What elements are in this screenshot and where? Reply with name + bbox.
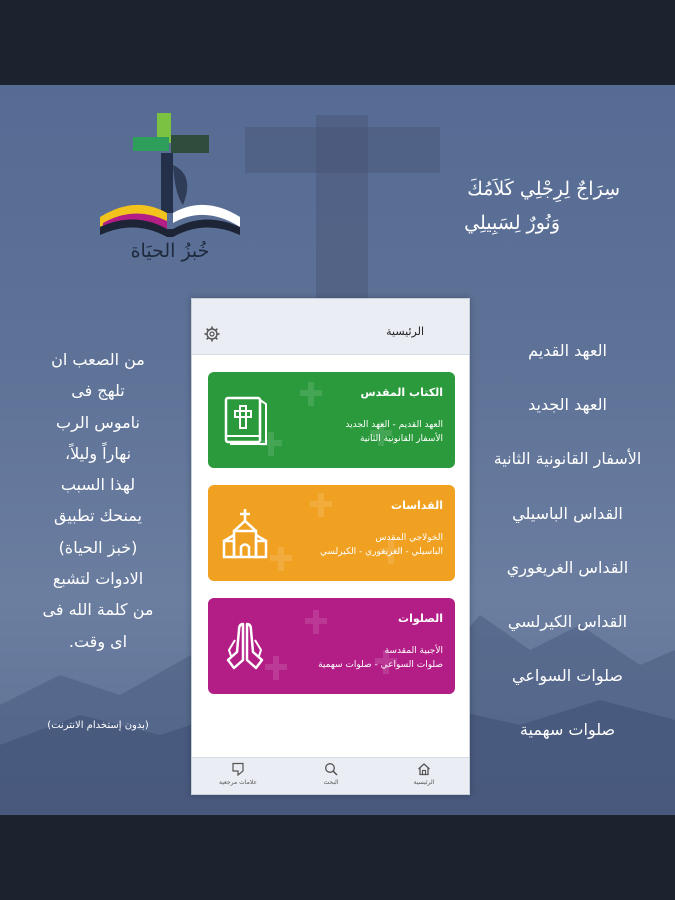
card-subtitle: صلوات السواعي - صلوات سهمية bbox=[318, 660, 443, 670]
prayers-card[interactable] bbox=[208, 598, 455, 694]
app-description bbox=[18, 344, 178, 657]
bottom-tab-bar bbox=[192, 757, 469, 794]
card-subtitle: الباسيلي - الغريغوري - الكيرلسي bbox=[320, 547, 443, 557]
description-line: الادوات لتشبع bbox=[52, 569, 144, 589]
scripture-verse bbox=[380, 172, 620, 240]
feature-item: القداس الغريغوري bbox=[506, 557, 629, 577]
card-title: الصلوات bbox=[398, 612, 443, 625]
tab-home[interactable] bbox=[389, 762, 459, 786]
feature-item: القداس الباسيلي bbox=[512, 503, 623, 523]
church-icon bbox=[220, 507, 270, 561]
verse-line-1: سِرَاجٌ لِرِجْلِي كَلاَمُكَ bbox=[467, 178, 620, 200]
page-title: الرئيسية bbox=[386, 325, 424, 338]
feature-item: القداس الكيرلسي bbox=[507, 611, 628, 631]
description-line: من كلمة الله فى bbox=[42, 600, 154, 620]
bible-card[interactable] bbox=[208, 372, 455, 468]
tab-label: البحث bbox=[323, 779, 339, 786]
verse-line-2: وَنُورٌ لِسَبِيلِي bbox=[464, 212, 560, 234]
description-line: (خبز الحياة) bbox=[58, 537, 138, 557]
description-line: ناموس الرب bbox=[56, 412, 140, 432]
description-line: يمنحك تطبيق bbox=[53, 506, 142, 526]
tab-bookmarks[interactable] bbox=[203, 762, 273, 786]
search-icon bbox=[324, 762, 338, 776]
description-line: لهذا السبب bbox=[60, 475, 136, 495]
card-subtitle: الخولاجي المقدس bbox=[375, 533, 443, 543]
tab-label: الرئيسية bbox=[413, 779, 435, 786]
card-title: الكتاب المقدس bbox=[360, 386, 443, 399]
praying-hands-icon bbox=[220, 620, 270, 674]
liturgies-card[interactable] bbox=[208, 485, 455, 581]
feature-item: صلوات سهمية bbox=[519, 720, 616, 740]
feature-item: صلوات السواعي bbox=[512, 666, 623, 686]
card-subtitle: الأسفار القانونية الثانية bbox=[359, 434, 443, 444]
offline-note: (بدون إستخدام الانترنت) bbox=[47, 720, 149, 731]
bottom-letterbox bbox=[0, 815, 675, 900]
tab-search[interactable] bbox=[296, 762, 366, 786]
card-subtitle: الأجبية المقدسة bbox=[384, 646, 443, 656]
card-title: القداسات bbox=[391, 499, 443, 512]
feature-item: العهد الجديد bbox=[528, 395, 607, 415]
description-line: تلهج فى bbox=[71, 381, 125, 401]
app-header bbox=[192, 299, 469, 355]
tab-label: علامات مرجعية bbox=[219, 779, 257, 786]
logo-text: خُبزُ الحيَاة bbox=[130, 240, 210, 262]
description-line: اى وقت. bbox=[68, 631, 128, 651]
bookmark-icon bbox=[231, 762, 245, 776]
top-letterbox bbox=[0, 0, 675, 85]
feature-item: العهد القديم bbox=[528, 341, 607, 360]
feature-item: الأسفار القانونية الثانية bbox=[493, 449, 642, 469]
description-line: نهاراً وليلاً، bbox=[64, 443, 132, 463]
gear-icon[interactable] bbox=[204, 326, 220, 342]
card-subtitle: العهد القديم - العهد الجديد bbox=[345, 420, 443, 430]
bible-icon bbox=[220, 394, 270, 448]
phone-app-screen bbox=[191, 298, 470, 795]
home-icon bbox=[417, 762, 431, 776]
description-line: من الصعب ان bbox=[51, 350, 145, 369]
feature-list bbox=[470, 334, 665, 768]
